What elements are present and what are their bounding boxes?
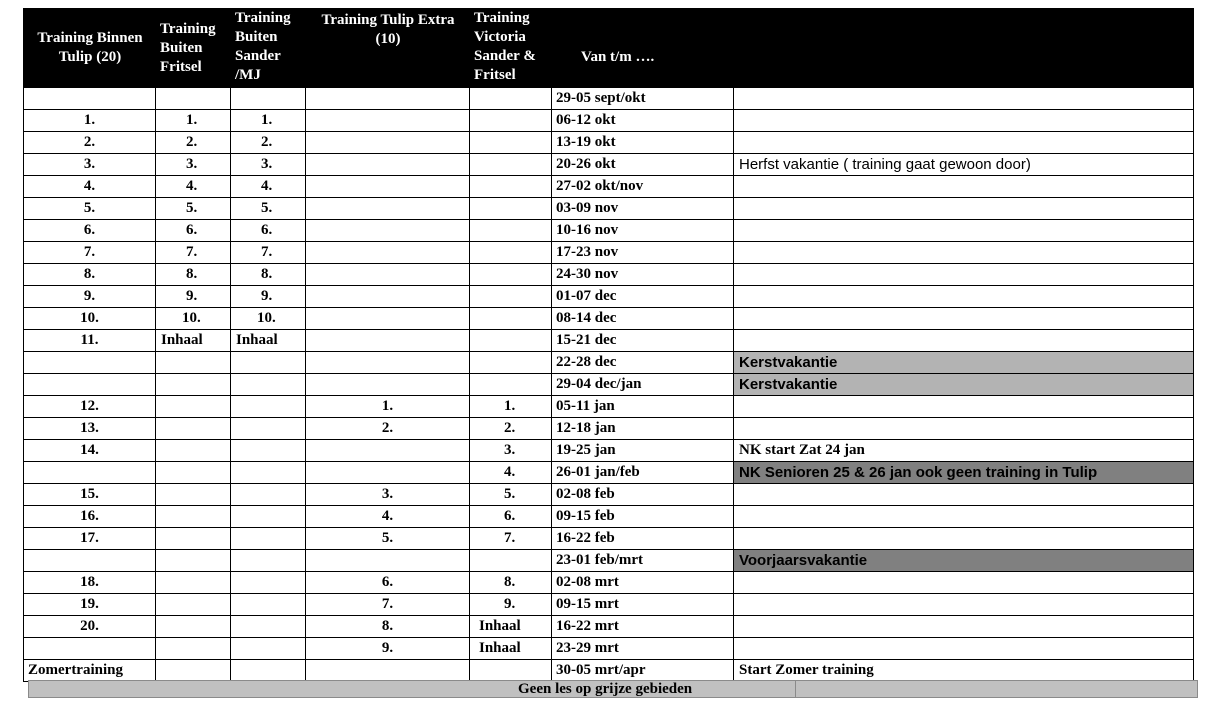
header-training-binnen-tulip: Training Binnen Tulip (20)	[24, 9, 156, 88]
cell-binnen-tulip	[24, 550, 156, 572]
cell-note	[734, 572, 1194, 594]
cell-note: NK start Zat 24 jan	[734, 440, 1194, 462]
cell-victoria	[470, 550, 552, 572]
cell-buiten-fritsel: Inhaal	[156, 330, 231, 352]
cell-date-range: 02-08 feb	[552, 484, 734, 506]
cell-binnen-tulip: 7.	[24, 242, 156, 264]
cell-buiten-fritsel	[156, 660, 231, 682]
cell-binnen-tulip: Zomertraining	[24, 660, 156, 682]
cell-buiten-fritsel	[156, 550, 231, 572]
table-row	[24, 308, 1194, 330]
cell-victoria: 6.	[470, 506, 552, 528]
table-row	[24, 594, 1194, 616]
cell-tulip-extra	[306, 330, 470, 352]
cell-victoria: 1.	[470, 396, 552, 418]
cell-note	[734, 242, 1194, 264]
cell-tulip-extra: 2.	[306, 418, 470, 440]
cell-buiten-fritsel	[156, 484, 231, 506]
cell-victoria	[470, 374, 552, 396]
cell-victoria	[470, 242, 552, 264]
cell-buiten-fritsel: 4.	[156, 176, 231, 198]
cell-buiten-sander	[231, 660, 306, 682]
cell-date-range: 09-15 feb	[552, 506, 734, 528]
table-row	[24, 286, 1194, 308]
cell-buiten-fritsel: 6.	[156, 220, 231, 242]
cell-note: NK Senioren 25 & 26 jan ook geen training in Tulip	[734, 462, 1194, 484]
table-row	[24, 462, 1194, 484]
cell-buiten-sander	[231, 440, 306, 462]
cell-victoria: 2.	[470, 418, 552, 440]
cell-note: Kerstvakantie	[734, 374, 1194, 396]
table-row	[24, 132, 1194, 154]
cell-victoria	[470, 154, 552, 176]
table-row	[24, 418, 1194, 440]
cell-tulip-extra: 8.	[306, 616, 470, 638]
cell-buiten-fritsel	[156, 440, 231, 462]
cell-victoria: Inhaal	[470, 638, 552, 660]
cell-buiten-fritsel: 3.	[156, 154, 231, 176]
cell-tulip-extra: 1.	[306, 396, 470, 418]
cell-note	[734, 418, 1194, 440]
cell-date-range: 16-22 feb	[552, 528, 734, 550]
cell-victoria: 3.	[470, 440, 552, 462]
cell-tulip-extra: 3.	[306, 484, 470, 506]
table-row	[24, 528, 1194, 550]
cell-date-range: 23-01 feb/mrt	[552, 550, 734, 572]
cell-buiten-sander: 6.	[231, 220, 306, 242]
cell-date-range: 26-01 jan/feb	[552, 462, 734, 484]
cell-date-range: 29-05 sept/okt	[552, 88, 734, 110]
cell-note	[734, 506, 1194, 528]
cell-tulip-extra: 6.	[306, 572, 470, 594]
table-row	[24, 484, 1194, 506]
cell-binnen-tulip: 10.	[24, 308, 156, 330]
cell-binnen-tulip: 16.	[24, 506, 156, 528]
table-row	[24, 616, 1194, 638]
cell-buiten-sander: 9.	[231, 286, 306, 308]
cell-date-range: 27-02 okt/nov	[552, 176, 734, 198]
cell-note	[734, 528, 1194, 550]
cell-date-range: 12-18 jan	[552, 418, 734, 440]
cell-tulip-extra	[306, 176, 470, 198]
cell-buiten-sander: 1.	[231, 110, 306, 132]
cell-date-range: 30-05 mrt/apr	[552, 660, 734, 682]
cell-binnen-tulip: 3.	[24, 154, 156, 176]
cell-date-range: 10-16 nov	[552, 220, 734, 242]
table-row	[24, 176, 1194, 198]
cell-buiten-sander: 3.	[231, 154, 306, 176]
cell-note	[734, 264, 1194, 286]
cell-note	[734, 176, 1194, 198]
cell-date-range: 19-25 jan	[552, 440, 734, 462]
table-row	[24, 88, 1194, 110]
cell-note	[734, 88, 1194, 110]
cell-buiten-sander	[231, 550, 306, 572]
cell-buiten-sander: 8.	[231, 264, 306, 286]
cell-victoria: 5.	[470, 484, 552, 506]
cell-buiten-sander	[231, 572, 306, 594]
cell-binnen-tulip	[24, 374, 156, 396]
cell-note	[734, 198, 1194, 220]
cell-buiten-fritsel	[156, 572, 231, 594]
cell-binnen-tulip: 6.	[24, 220, 156, 242]
cell-tulip-extra: 5.	[306, 528, 470, 550]
cell-buiten-sander	[231, 418, 306, 440]
table-row	[24, 550, 1194, 572]
cell-note	[734, 484, 1194, 506]
cell-date-range: 08-14 dec	[552, 308, 734, 330]
cell-buiten-sander	[231, 352, 306, 374]
header-row	[24, 9, 1194, 88]
footer-divider	[795, 681, 796, 697]
cell-tulip-extra	[306, 462, 470, 484]
header-van-tm: Van t/m ….	[552, 9, 734, 88]
table-row	[24, 198, 1194, 220]
cell-date-range: 01-07 dec	[552, 286, 734, 308]
cell-note: Start Zomer training	[734, 660, 1194, 682]
table-row	[24, 110, 1194, 132]
cell-date-range: 02-08 mrt	[552, 572, 734, 594]
cell-victoria	[470, 176, 552, 198]
cell-note	[734, 330, 1194, 352]
cell-binnen-tulip: 17.	[24, 528, 156, 550]
cell-buiten-fritsel: 10.	[156, 308, 231, 330]
cell-binnen-tulip: 5.	[24, 198, 156, 220]
cell-buiten-sander	[231, 88, 306, 110]
cell-binnen-tulip: 2.	[24, 132, 156, 154]
cell-buiten-sander	[231, 594, 306, 616]
cell-note	[734, 616, 1194, 638]
cell-tulip-extra	[306, 154, 470, 176]
cell-binnen-tulip: 20.	[24, 616, 156, 638]
cell-tulip-extra	[306, 88, 470, 110]
cell-tulip-extra	[306, 132, 470, 154]
cell-buiten-fritsel: 7.	[156, 242, 231, 264]
cell-buiten-fritsel: 1.	[156, 110, 231, 132]
cell-tulip-extra	[306, 242, 470, 264]
footer-legend	[28, 680, 1198, 698]
cell-buiten-sander	[231, 462, 306, 484]
cell-binnen-tulip: 9.	[24, 286, 156, 308]
training-schedule-table	[23, 8, 1194, 682]
cell-victoria	[470, 308, 552, 330]
cell-buiten-sander: Inhaal	[231, 330, 306, 352]
cell-victoria	[470, 198, 552, 220]
cell-binnen-tulip: 1.	[24, 110, 156, 132]
cell-date-range: 24-30 nov	[552, 264, 734, 286]
cell-buiten-sander: 7.	[231, 242, 306, 264]
cell-victoria	[470, 132, 552, 154]
cell-victoria: Inhaal	[470, 616, 552, 638]
cell-tulip-extra	[306, 660, 470, 682]
cell-tulip-extra: 4.	[306, 506, 470, 528]
cell-tulip-extra	[306, 440, 470, 462]
cell-binnen-tulip: 14.	[24, 440, 156, 462]
cell-note: Voorjaarsvakantie	[734, 550, 1194, 572]
cell-note	[734, 594, 1194, 616]
header-training-victoria: Training Victoria Sander & Fritsel	[470, 9, 552, 88]
footer-text: Geen les op grijze gebieden	[518, 681, 693, 697]
cell-date-range: 06-12 okt	[552, 110, 734, 132]
cell-note	[734, 638, 1194, 660]
cell-buiten-sander: 4.	[231, 176, 306, 198]
cell-tulip-extra: 7.	[306, 594, 470, 616]
cell-tulip-extra	[306, 198, 470, 220]
cell-buiten-sander	[231, 396, 306, 418]
table-row	[24, 330, 1194, 352]
cell-buiten-fritsel	[156, 352, 231, 374]
cell-buiten-sander: 10.	[231, 308, 306, 330]
table-row	[24, 638, 1194, 660]
cell-buiten-fritsel	[156, 88, 231, 110]
cell-note	[734, 396, 1194, 418]
cell-date-range: 16-22 mrt	[552, 616, 734, 638]
header-training-buiten-fritsel: Training Buiten Fritsel	[156, 9, 231, 88]
cell-victoria	[470, 110, 552, 132]
cell-buiten-sander	[231, 506, 306, 528]
cell-note	[734, 110, 1194, 132]
cell-victoria	[470, 286, 552, 308]
cell-date-range: 09-15 mrt	[552, 594, 734, 616]
cell-victoria	[470, 220, 552, 242]
table-row	[24, 440, 1194, 462]
cell-buiten-fritsel	[156, 506, 231, 528]
cell-binnen-tulip: 15.	[24, 484, 156, 506]
table-row	[24, 396, 1194, 418]
cell-date-range: 29-04 dec/jan	[552, 374, 734, 396]
cell-tulip-extra	[306, 352, 470, 374]
cell-date-range: 17-23 nov	[552, 242, 734, 264]
cell-date-range: 05-11 jan	[552, 396, 734, 418]
cell-tulip-extra	[306, 264, 470, 286]
cell-victoria: 9.	[470, 594, 552, 616]
table-row	[24, 506, 1194, 528]
cell-binnen-tulip: 12.	[24, 396, 156, 418]
cell-date-range: 20-26 okt	[552, 154, 734, 176]
cell-buiten-fritsel	[156, 616, 231, 638]
cell-tulip-extra	[306, 220, 470, 242]
table-row	[24, 264, 1194, 286]
cell-buiten-fritsel	[156, 638, 231, 660]
cell-victoria: 4.	[470, 462, 552, 484]
cell-buiten-sander: 5.	[231, 198, 306, 220]
cell-tulip-extra	[306, 110, 470, 132]
cell-binnen-tulip	[24, 352, 156, 374]
cell-binnen-tulip	[24, 88, 156, 110]
cell-buiten-sander	[231, 616, 306, 638]
header-training-tulip-extra: Training Tulip Extra (10)	[306, 9, 470, 88]
cell-buiten-fritsel	[156, 396, 231, 418]
cell-victoria	[470, 264, 552, 286]
cell-binnen-tulip: 8.	[24, 264, 156, 286]
table-row	[24, 572, 1194, 594]
cell-tulip-extra	[306, 308, 470, 330]
cell-victoria: 7.	[470, 528, 552, 550]
cell-buiten-sander	[231, 374, 306, 396]
cell-binnen-tulip: 11.	[24, 330, 156, 352]
table-row	[24, 154, 1194, 176]
cell-date-range: 22-28 dec	[552, 352, 734, 374]
cell-buiten-fritsel	[156, 594, 231, 616]
cell-victoria: 8.	[470, 572, 552, 594]
cell-date-range: 23-29 mrt	[552, 638, 734, 660]
cell-note: Kerstvakantie	[734, 352, 1194, 374]
cell-victoria	[470, 330, 552, 352]
table-row	[24, 220, 1194, 242]
cell-binnen-tulip	[24, 462, 156, 484]
cell-note	[734, 132, 1194, 154]
cell-buiten-fritsel	[156, 374, 231, 396]
cell-binnen-tulip: 18.	[24, 572, 156, 594]
cell-buiten-sander	[231, 528, 306, 550]
header-training-buiten-sander: Training Buiten Sander /MJ	[231, 9, 306, 88]
cell-binnen-tulip: 4.	[24, 176, 156, 198]
cell-buiten-fritsel	[156, 462, 231, 484]
table-row	[24, 374, 1194, 396]
cell-date-range: 03-09 nov	[552, 198, 734, 220]
cell-binnen-tulip: 19.	[24, 594, 156, 616]
cell-victoria	[470, 88, 552, 110]
cell-date-range: 15-21 dec	[552, 330, 734, 352]
header-notes	[734, 9, 1194, 88]
cell-victoria	[470, 660, 552, 682]
cell-buiten-sander	[231, 484, 306, 506]
cell-tulip-extra	[306, 286, 470, 308]
cell-note	[734, 286, 1194, 308]
cell-date-range: 13-19 okt	[552, 132, 734, 154]
cell-binnen-tulip: 13.	[24, 418, 156, 440]
cell-binnen-tulip	[24, 638, 156, 660]
cell-tulip-extra	[306, 550, 470, 572]
cell-tulip-extra: 9.	[306, 638, 470, 660]
table-row	[24, 660, 1194, 682]
cell-buiten-fritsel: 8.	[156, 264, 231, 286]
table-row	[24, 352, 1194, 374]
cell-buiten-fritsel: 5.	[156, 198, 231, 220]
cell-note: Herfst vakantie ( training gaat gewoon door)	[734, 154, 1194, 176]
table-row	[24, 242, 1194, 264]
cell-buiten-fritsel	[156, 418, 231, 440]
cell-buiten-sander	[231, 638, 306, 660]
cell-note	[734, 220, 1194, 242]
cell-tulip-extra	[306, 374, 470, 396]
cell-victoria	[470, 352, 552, 374]
cell-buiten-fritsel: 2.	[156, 132, 231, 154]
cell-buiten-fritsel: 9.	[156, 286, 231, 308]
cell-buiten-fritsel	[156, 528, 231, 550]
cell-note	[734, 308, 1194, 330]
cell-buiten-sander: 2.	[231, 132, 306, 154]
